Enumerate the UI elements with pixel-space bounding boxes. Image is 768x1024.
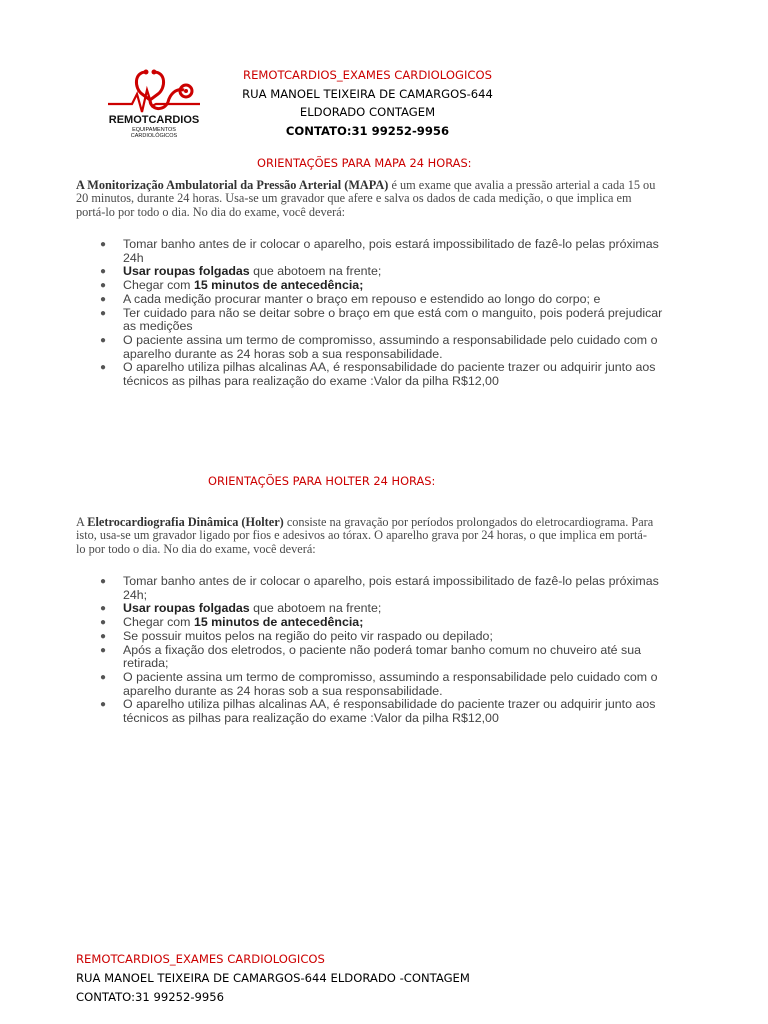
mapa-intro-text: é um exame que avalia a pressão arterial a cada 15 ou 20 minutos, durante 24 horas. Usa-se um gravador que afere e salva os dados de cada medição, o que implica em portá-lo por todo o dia. No dia do exame, você deverá:: [76, 178, 656, 219]
company-logo: [106, 66, 202, 142]
instruction-post-text: Ter cuidado para não se deitar sobre o braço em que está com o manguito, pois poderá prejudicar as medições: [123, 305, 663, 334]
instruction-item: [0, 602, 663, 616]
instruction-pre-text: Chegar com: [123, 615, 194, 630]
logo-name: REMOTCARDIOS: [108, 114, 200, 126]
instruction-post-text: que abotoem na frente;: [249, 264, 382, 279]
mapa-intro: [76, 179, 658, 219]
company-address: RUA MANOEL TEIXEIRA DE CAMARGOS-644: [242, 86, 493, 101]
bullet-icon: ●: [100, 307, 107, 319]
instruction-item: [0, 361, 663, 388]
bullet-icon: ●: [100, 603, 107, 615]
instruction-post-text: A cada medição procurar manter o braço em repouso e estendido ao longo do corpo; e: [123, 291, 601, 306]
instruction-bold-text: Usar roupas folgadas: [123, 264, 250, 279]
holter-title: ORIENTAÇÕES PARA HOLTER 24 HORAS:: [208, 474, 436, 488]
company-contact: CONTATO:31 99252-9956: [285, 123, 450, 138]
company-district: ELDORADO CONTAGEM: [299, 105, 436, 119]
company-name: REMOTCARDIOS_EXAMES CARDIOLOGICOS: [243, 68, 492, 82]
instruction-item: [0, 307, 663, 334]
instruction-item: [0, 293, 663, 307]
letterhead: [220, 66, 515, 140]
bullet-icon: ●: [100, 239, 107, 250]
instruction-post-text: Tomar banho antes de ir colocar o aparelho, pois estará impossibilitado de fazê-lo pelas próximas 24h: [123, 237, 659, 265]
instruction-item: [0, 698, 663, 725]
instruction-post-text: O aparelho utiliza pilhas alcalinas AA, é responsabilidade do paciente trazer ou adquirir junto aos técnicos as pilhas para realização do exame :Valor da pilha R$12,00: [123, 697, 656, 726]
instruction-bold-text: 15 minutos de antecedência;: [193, 615, 364, 630]
instruction-item: [0, 616, 663, 630]
bullet-icon: ●: [100, 280, 107, 292]
holter-instructions-list: [0, 575, 663, 726]
holter-intro-pre: A: [76, 515, 88, 529]
footer-company-name: REMOTCARDIOS_EXAMES CARDIOLOGICOS: [76, 952, 325, 966]
instruction-item: [0, 630, 663, 644]
bullet-icon: ●: [100, 630, 107, 642]
mapa-title: ORIENTAÇÕES PARA MAPA 24 HORAS:: [257, 156, 472, 170]
bullet-icon: ●: [100, 644, 107, 656]
footer-contact: CONTATO:31 99252-9956: [76, 990, 225, 1004]
instruction-post-text: Tomar banho antes de ir colocar o aparelho, pois estará impossibilitado de fazê-lo pelas próximas 24h;: [123, 574, 659, 602]
logo-tagline-1: EQUIPAMENTOS: [132, 127, 176, 133]
instruction-item: [0, 644, 663, 671]
instruction-post-text: O paciente assina um termo de compromisso, assumindo a responsabilidade pelo cuidado com o aparelho durante as 24 horas sob a sua responsabilidade.: [123, 669, 658, 698]
instruction-pre-text: Chegar com: [123, 278, 194, 293]
instruction-item: [0, 265, 663, 279]
instruction-post-text: Após a fixação dos eletrodos, o paciente não poderá tomar banho comum no chuveiro até sua retirada;: [123, 642, 641, 671]
footer-address: RUA MANOEL TEIXEIRA DE CAMARGOS-644 ELDORADO -CONTAGEM: [76, 971, 470, 985]
instruction-bold-text: 15 minutos de antecedência;: [193, 278, 364, 293]
instruction-item: [0, 671, 663, 698]
footer: [76, 950, 470, 1007]
instruction-bold-text: Usar roupas folgadas: [123, 601, 250, 616]
logo-tagline-2: CARDIOLÓGICOS: [130, 133, 178, 139]
holter-intro: [76, 516, 656, 556]
holter-intro-text: consiste na gravação por períodos prolongados do eletrocardiograma. Para isto, usa-se um gravador ligado por fios e adesivos ao tórax. O aparelho grava por 24 horas, o que implica em portá-lo por todo o dia. No dia do exame, você deverá:: [76, 515, 654, 556]
bullet-icon: ●: [100, 671, 107, 683]
bullet-icon: ●: [100, 293, 107, 305]
instruction-item: [0, 334, 663, 361]
stethoscope-heartbeat-icon: [106, 66, 202, 142]
instruction-post-text: que abotoem na frente;: [249, 601, 382, 616]
instruction-item: [0, 279, 663, 293]
instruction-post-text: O aparelho utiliza pilhas alcalinas AA, é responsabilidade do paciente trazer ou adquirir junto aos técnicos as pilhas para realização do exame :Valor da pilha R$12,00: [123, 360, 656, 389]
mapa-intro-bold: A Monitorização Ambulatorial da Pressão Arterial (MAPA): [76, 178, 389, 192]
bullet-icon: ●: [100, 362, 107, 374]
holter-intro-bold: Eletrocardiografia Dinâmica (Holter): [87, 515, 284, 529]
bullet-icon: ●: [100, 334, 107, 346]
instruction-item: [0, 575, 663, 602]
instruction-post-text: O paciente assina um termo de compromisso, assumindo a responsabilidade pelo cuidado com o aparelho durante as 24 horas sob a sua responsabilidade.: [123, 332, 658, 361]
mapa-instructions-list: [0, 238, 663, 389]
bullet-icon: ●: [100, 617, 107, 629]
bullet-icon: ●: [100, 576, 107, 587]
bullet-icon: ●: [100, 699, 107, 711]
instruction-post-text: Se possuir muitos pelos na região do peito vir raspado ou depilado;: [123, 628, 493, 643]
instruction-item: [0, 238, 663, 265]
bullet-icon: ●: [100, 266, 107, 278]
